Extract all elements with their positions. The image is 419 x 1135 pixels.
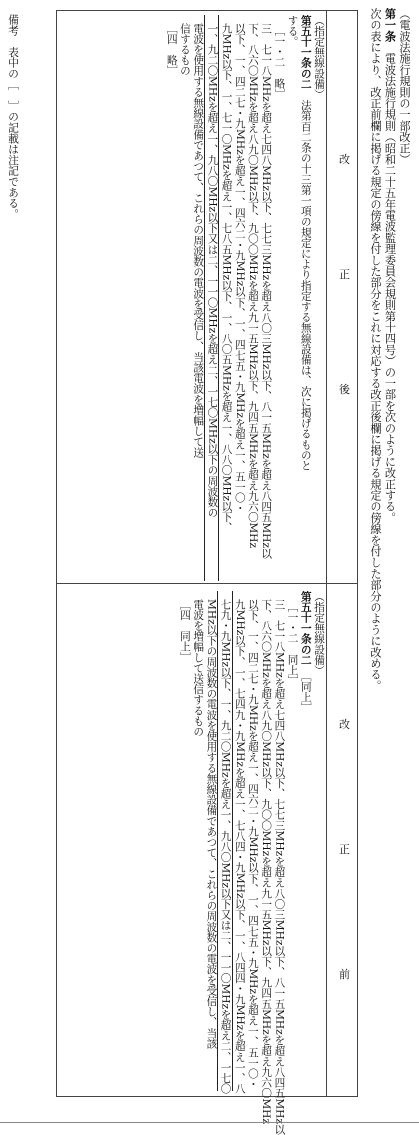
before-line: 三 七一八MHzを超え七四八MHz以下、七七三MHzを超え八〇三MHz以下、八一五MHzを超え八四五MHz以 — [273, 599, 286, 1135]
before-line-underlined: 九MHz以下、一、七四九・九MHzを超え一、七八四・九MHz以下、一、八四四・九MHzを超え一、八 — [232, 591, 246, 1091]
after-line: ［一・二 略］ — [273, 25, 286, 100]
header-before-char-2: 正 — [339, 843, 350, 856]
before-line: MHz以下の周波数の電波を使用する無線設備であつて、これらの周波数の電波を受信し、当該 — [205, 599, 218, 1049]
page-footer-rule — [0, 1122, 419, 1123]
table-note: 備考 表中の［ ］の記載は注記である。 — [7, 14, 20, 220]
comparison-table — [56, 10, 358, 1135]
after-line: 以下、一、四二七・九MHzを超え一、四六二・九MHz以下、一、四七五・九MHzを超え一、五一〇・ — [233, 23, 246, 514]
header-before-char-1: 改 — [339, 718, 350, 731]
header-after-char-3: 後 — [339, 383, 350, 396]
before-line: ［四 同上］ — [178, 599, 191, 663]
table-row-divider — [57, 583, 357, 584]
after-column — [165, 15, 325, 581]
after-line: 電波を使用する無線設備であつて、これらの周波数の電波を受信し、当該電波を増幅して送 — [192, 23, 205, 458]
after-line: 信するもの — [178, 23, 191, 76]
before-line: ［一・二 同上］ — [286, 601, 299, 686]
before-article-line: 第五十一条の二 ［同上］ — [299, 591, 312, 713]
after-article-label: 第五十一条の二 — [299, 15, 312, 90]
after-line: する。 — [286, 15, 299, 47]
intro-instruction: 次の表により、改正前欄に掲げる規定の傍線を付した部分をこれに対応する改正後欄に掲げる規定の傍線を付した部分のように改める。 — [369, 8, 382, 692]
before-line: 電波を増幅して送信するもの — [192, 599, 205, 737]
intro-article-text: 電波法施行規則（昭和二十五年電波監理委員会規則第十四号）の一部を次のように改正する。 — [383, 52, 397, 524]
table-header-column — [326, 11, 357, 1096]
after-line: 三 七一八MHzを超え七四八MHz以下、七七三MHzを超え八〇三MHz以下、八一五MHzを超え八四五MHz以 — [260, 23, 273, 559]
after-line-underlined: 一、九二〇MHzを超え一、九八〇MHz以下又は二、一一〇MHzを超え二、一七〇MHz以下の周波数の — [204, 15, 218, 581]
header-before-char-3: 前 — [339, 968, 350, 981]
intro-heading: （電波法施行規則の一部改正） — [398, 8, 411, 165]
header-after-char-1: 改 — [339, 153, 350, 166]
after-caption: （指定無線設備） — [313, 15, 325, 100]
after-article-line: 第五十一条の二 法第百二条の十三第一項の規定により指定する無線設備は、次に掲げるものと — [299, 15, 312, 471]
after-line: 下、八六〇MHzを超え八九〇MHz以下、九〇〇MHzを超え九一五MHz以下、九四五MHzを超え九六〇MHz — [246, 23, 259, 549]
before-line-underlined: 七九・九MHz以下、一、九二〇MHzを超え一、九八〇MHz以下又は二、一一〇MHzを超え二、一七〇 — [217, 591, 231, 1091]
intro-article — [382, 8, 397, 748]
after-line: ［四 略］ — [165, 23, 178, 76]
before-column — [178, 591, 325, 1135]
before-article-label: 第五十一条の二 — [299, 591, 312, 666]
intro-article-label: 第一条 — [383, 8, 397, 42]
after-line-underlined: 九MHz以下、一、七一〇MHzを超え一、七八五MHz以下、一、八〇五MHzを超え一、八八〇MHz以下、 — [218, 15, 232, 581]
before-line: 以下、一、四二七・九MHzを超え一、四六二・九MHz以下、一、四七五・九MHzを超え一、五一〇・ — [246, 599, 259, 1090]
before-line: 下、八六〇MHzを超え八九〇MHz以下、九〇〇MHzを超え九一五MHz以下、九四五MHzを超え九六〇MHz — [260, 599, 273, 1125]
header-after-char-2: 正 — [339, 268, 350, 281]
before-caption: （指定無線設備） — [313, 591, 325, 676]
intro-block — [368, 8, 412, 748]
